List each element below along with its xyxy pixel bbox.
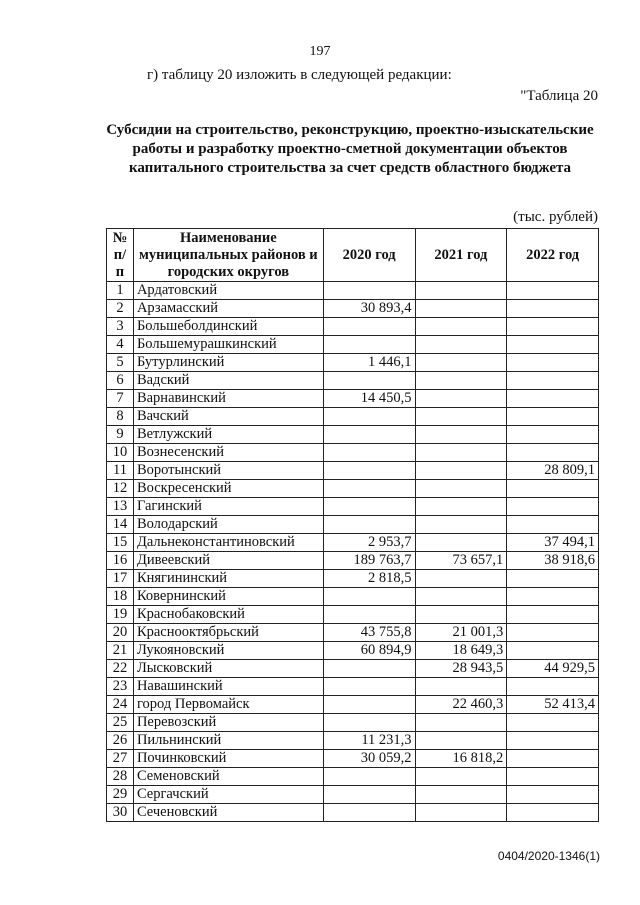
table-row: [107, 606, 599, 624]
cell-name: Краснооктябрьский: [133, 624, 323, 642]
cell-2022: [507, 588, 599, 606]
table-row: [107, 642, 599, 660]
cell-2022: [507, 678, 599, 696]
cell-name: Володарский: [133, 516, 323, 534]
table-row: [107, 786, 599, 804]
table-row: [107, 768, 599, 786]
cell-num: 30: [107, 804, 134, 822]
cell-num: 15: [107, 534, 134, 552]
cell-2021: [415, 678, 507, 696]
cell-2020: 1 446,1: [323, 354, 415, 372]
cell-2020: [323, 786, 415, 804]
cell-name: Сергачский: [133, 786, 323, 804]
cell-2021: [415, 300, 507, 318]
cell-2020: [323, 516, 415, 534]
cell-name: Навашинский: [133, 678, 323, 696]
cell-2021: [415, 534, 507, 552]
cell-2021: 16 818,2: [415, 750, 507, 768]
cell-2020: [323, 336, 415, 354]
cell-num: 2: [107, 300, 134, 318]
cell-name: Вадский: [133, 372, 323, 390]
cell-num: 26: [107, 732, 134, 750]
cell-2020: [323, 498, 415, 516]
cell-name: Вачский: [133, 408, 323, 426]
cell-name: Дивеевский: [133, 552, 323, 570]
cell-2021: [415, 714, 507, 732]
cell-2020: [323, 696, 415, 714]
cell-2022: [507, 480, 599, 498]
cell-name: Большемурашкинский: [133, 336, 323, 354]
header-name: Наименование муниципальных районов и городских округов: [133, 229, 323, 282]
document-code: 0404/2020-1346(1): [497, 849, 600, 863]
page-number: 197: [309, 44, 331, 59]
cell-2022: [507, 318, 599, 336]
table-row: [107, 588, 599, 606]
table-row: [107, 552, 599, 570]
cell-2020: [323, 444, 415, 462]
cell-2022: [507, 300, 599, 318]
cell-name: Краснобаковский: [133, 606, 323, 624]
cell-2021: [415, 804, 507, 822]
cell-name: Ковернинский: [133, 588, 323, 606]
cell-2022: [507, 642, 599, 660]
cell-2022: [507, 516, 599, 534]
cell-2020: [323, 480, 415, 498]
cell-2021: [415, 462, 507, 480]
table-row: [107, 732, 599, 750]
table-row: [107, 804, 599, 822]
table-row: [107, 660, 599, 678]
cell-2021: 22 460,3: [415, 696, 507, 714]
cell-num: 12: [107, 480, 134, 498]
cell-num: 16: [107, 552, 134, 570]
cell-num: 10: [107, 444, 134, 462]
table-row: [107, 354, 599, 372]
table-row: [107, 372, 599, 390]
cell-2022: [507, 606, 599, 624]
cell-name: Ардатовский: [133, 282, 323, 300]
cell-2020: [323, 660, 415, 678]
table-row: [107, 714, 599, 732]
cell-2020: [323, 318, 415, 336]
table-row: [107, 534, 599, 552]
cell-2022: 52 413,4: [507, 696, 599, 714]
cell-name: Перевозский: [133, 714, 323, 732]
cell-name: Княгининский: [133, 570, 323, 588]
table-row: [107, 678, 599, 696]
cell-2021: [415, 426, 507, 444]
cell-name: Лысковский: [133, 660, 323, 678]
cell-2022: [507, 804, 599, 822]
cell-2022: [507, 714, 599, 732]
header-2022: 2022 год: [507, 229, 599, 282]
cell-name: Воротынский: [133, 462, 323, 480]
cell-num: 4: [107, 336, 134, 354]
cell-2020: [323, 714, 415, 732]
cell-2020: 30 893,4: [323, 300, 415, 318]
cell-name: Вознесенский: [133, 444, 323, 462]
cell-num: 21: [107, 642, 134, 660]
cell-num: 11: [107, 462, 134, 480]
cell-2021: 73 657,1: [415, 552, 507, 570]
header-num: № п/п: [107, 229, 134, 282]
cell-2021: [415, 570, 507, 588]
cell-name: город Первомайск: [133, 696, 323, 714]
cell-name: Семеновский: [133, 768, 323, 786]
cell-2021: [415, 480, 507, 498]
table-reference: "Таблица 20: [520, 88, 598, 104]
cell-num: 9: [107, 426, 134, 444]
cell-2021: [415, 444, 507, 462]
cell-2022: [507, 498, 599, 516]
table-body: [107, 282, 599, 822]
cell-2020: [323, 588, 415, 606]
cell-2020: [323, 768, 415, 786]
cell-2020: 2 953,7: [323, 534, 415, 552]
table-row: [107, 336, 599, 354]
table-row: [107, 696, 599, 714]
cell-2021: [415, 588, 507, 606]
table-row: [107, 408, 599, 426]
table-row: [107, 516, 599, 534]
cell-2022: [507, 426, 599, 444]
cell-2020: [323, 606, 415, 624]
cell-num: 5: [107, 354, 134, 372]
cell-num: 28: [107, 768, 134, 786]
cell-name: Пильнинский: [133, 732, 323, 750]
cell-num: 22: [107, 660, 134, 678]
cell-2020: 11 231,3: [323, 732, 415, 750]
cell-name: Варнавинский: [133, 390, 323, 408]
cell-2021: [415, 516, 507, 534]
cell-2022: [507, 408, 599, 426]
cell-num: 20: [107, 624, 134, 642]
cell-2022: 37 494,1: [507, 534, 599, 552]
cell-2020: 14 450,5: [323, 390, 415, 408]
cell-2021: [415, 498, 507, 516]
document-title: Субсидии на строительство, реконструкцию, проектно-изыскательские работы и разработку проектно-сметной документации объектов капитального строительства за счет средств областного бюджета: [106, 122, 594, 176]
table-row: [107, 444, 599, 462]
cell-2020: [323, 678, 415, 696]
cell-2021: [415, 354, 507, 372]
cell-name: Починковский: [133, 750, 323, 768]
cell-num: 13: [107, 498, 134, 516]
cell-name: Воскресенский: [133, 480, 323, 498]
table-row: [107, 480, 599, 498]
cell-2021: [415, 390, 507, 408]
cell-2022: [507, 570, 599, 588]
cell-2020: [323, 804, 415, 822]
cell-2020: [323, 408, 415, 426]
cell-num: 18: [107, 588, 134, 606]
cell-2020: [323, 282, 415, 300]
header-2020: 2020 год: [323, 229, 415, 282]
cell-name: Лукояновский: [133, 642, 323, 660]
cell-2022: [507, 282, 599, 300]
cell-num: 3: [107, 318, 134, 336]
table-header-row: [107, 229, 599, 282]
cell-num: 29: [107, 786, 134, 804]
cell-2020: 43 755,8: [323, 624, 415, 642]
cell-2022: [507, 372, 599, 390]
cell-2022: 38 918,6: [507, 552, 599, 570]
cell-2021: [415, 786, 507, 804]
table-row: [107, 300, 599, 318]
table-row: [107, 750, 599, 768]
cell-2022: [507, 732, 599, 750]
cell-2022: [507, 624, 599, 642]
cell-2022: [507, 390, 599, 408]
cell-2022: [507, 750, 599, 768]
cell-name: Бутурлинский: [133, 354, 323, 372]
cell-2021: [415, 336, 507, 354]
cell-num: 19: [107, 606, 134, 624]
cell-num: 25: [107, 714, 134, 732]
cell-num: 23: [107, 678, 134, 696]
cell-num: 24: [107, 696, 134, 714]
cell-num: 6: [107, 372, 134, 390]
cell-name: Ветлужский: [133, 426, 323, 444]
cell-2021: [415, 318, 507, 336]
cell-2021: 21 001,3: [415, 624, 507, 642]
cell-num: 27: [107, 750, 134, 768]
table-row: [107, 282, 599, 300]
cell-2021: [415, 606, 507, 624]
cell-name: Гагинский: [133, 498, 323, 516]
cell-num: 8: [107, 408, 134, 426]
cell-2020: 60 894,9: [323, 642, 415, 660]
cell-2022: [507, 786, 599, 804]
cell-2021: [415, 768, 507, 786]
cell-2021: [415, 408, 507, 426]
table-row: [107, 624, 599, 642]
header-2021: 2021 год: [415, 229, 507, 282]
cell-num: 14: [107, 516, 134, 534]
cell-2021: [415, 732, 507, 750]
cell-2021: 28 943,5: [415, 660, 507, 678]
table-row: [107, 462, 599, 480]
cell-2022: 28 809,1: [507, 462, 599, 480]
table-row: [107, 570, 599, 588]
cell-num: 1: [107, 282, 134, 300]
cell-2020: 30 059,2: [323, 750, 415, 768]
cell-name: Дальнеконстантиновский: [133, 534, 323, 552]
cell-2020: [323, 372, 415, 390]
cell-2021: [415, 282, 507, 300]
cell-2021: [415, 372, 507, 390]
cell-2022: [507, 768, 599, 786]
cell-name: Большеболдинский: [133, 318, 323, 336]
cell-2020: [323, 426, 415, 444]
subsidies-table: [106, 228, 599, 822]
cell-2020: 189 763,7: [323, 552, 415, 570]
cell-2022: [507, 354, 599, 372]
table-row: [107, 426, 599, 444]
table-row: [107, 498, 599, 516]
intro-text: г) таблицу 20 изложить в следующей редакции:: [147, 67, 452, 83]
cell-2022: [507, 444, 599, 462]
table-row: [107, 390, 599, 408]
units-label: (тыс. рублей): [513, 209, 598, 225]
cell-num: 17: [107, 570, 134, 588]
cell-2022: [507, 336, 599, 354]
cell-num: 7: [107, 390, 134, 408]
cell-2022: 44 929,5: [507, 660, 599, 678]
cell-name: Арзамасский: [133, 300, 323, 318]
table-row: [107, 318, 599, 336]
cell-2021: 18 649,3: [415, 642, 507, 660]
cell-2020: 2 818,5: [323, 570, 415, 588]
cell-name: Сеченовский: [133, 804, 323, 822]
cell-2020: [323, 462, 415, 480]
